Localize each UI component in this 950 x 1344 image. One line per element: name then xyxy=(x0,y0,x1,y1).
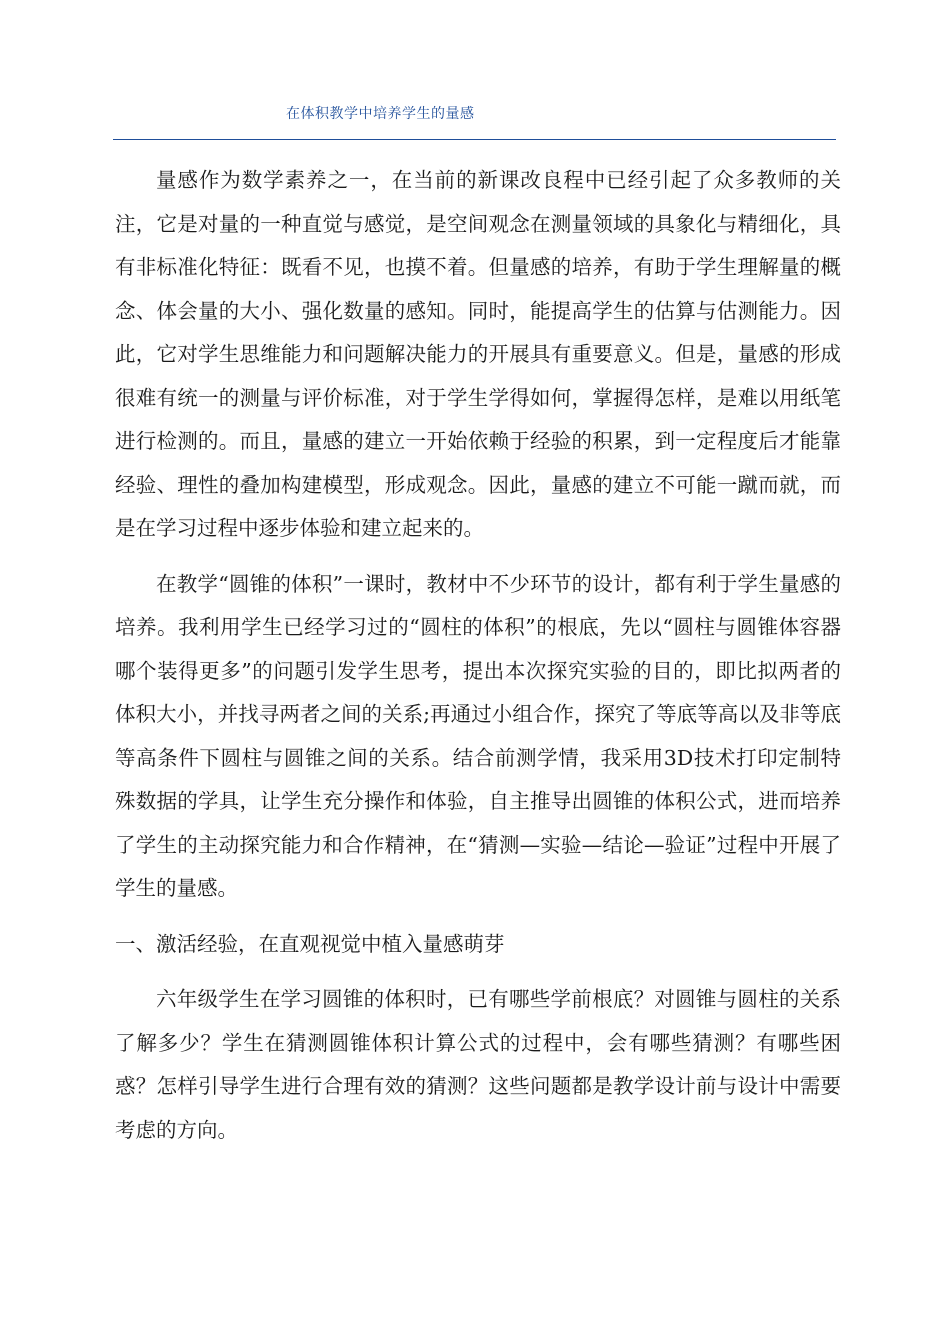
header-divider xyxy=(113,139,836,140)
paragraph-spacer xyxy=(115,911,841,923)
paragraph-section-1: 六年级学生在学习圆锥的体积时，已有哪些学前根底？对圆锥与圆柱的关系了解多少？学生在猜测圆锥体积计算公式的过程中，会有哪些猜测？有哪些困惑？怎样引导学生进行合理有效的猜测？这些问题都是教学设计前与设计中需要考虑的方向。 xyxy=(115,987,841,1142)
paragraph-spacer xyxy=(115,966,841,978)
paragraph-spacer xyxy=(115,551,841,563)
document-body xyxy=(115,159,841,1152)
paragraph-lesson-example: 在教学“圆锥的体积”一课时，教材中不少环节的设计，都有利于学生量感的培养。我利用学生已经学习过的“圆柱的体积”的根底，先以“圆柱与圆锥体容器哪个装得更多”的问题引发学生思考，提出本次探究实验的目的，即比拟两者的体积大小，并找寻两者之间的关系;再通过小组合作，探究了等底等高以及非等底等高条件下圆柱与圆锥之间的关系。结合前测学情，我采用3D技术打印定制特殊数据的学具，让学生充分操作和体验，自主推导出圆锥的体积公式，进而培养了学生的主动探究能力和合作精神，在“猜测—实验—结论—验证”过程中开展了学生的量感。 xyxy=(115,571,841,900)
section-heading: 一、激活经验，在直观视觉中植入量感萌芽 xyxy=(115,931,505,956)
running-header-title: 在体积教学中培养学生的量感 xyxy=(286,106,475,122)
paragraph-intro: 量感作为数学素养之一，在当前的新课改良程中已经引起了众多教师的关注，它是对量的一种直觉与感觉，是空间观念在测量领域的具象化与精细化，具有非标准化特征：既看不见，也摸不着。但量感的培养，有助于学生理解量的概念、体会量的大小、强化数量的感知。同时，能提高学生的估算与估测能力。因此，它对学生思维能力和问题解决能力的开展具有重要意义。但是，量感的形成很难有统一的测量与评价标准，对于学生学得如何，掌握得怎样，是难以用纸笔进行检测的。而且，量感的建立一开始依赖于经验的积累，到一定程度后才能靠经验、理性的叠加构建模型，形成观念。因此，量感的建立不可能一蹴而就，而是在学习过程中逐步体验和建立起来的。 xyxy=(115,168,841,540)
